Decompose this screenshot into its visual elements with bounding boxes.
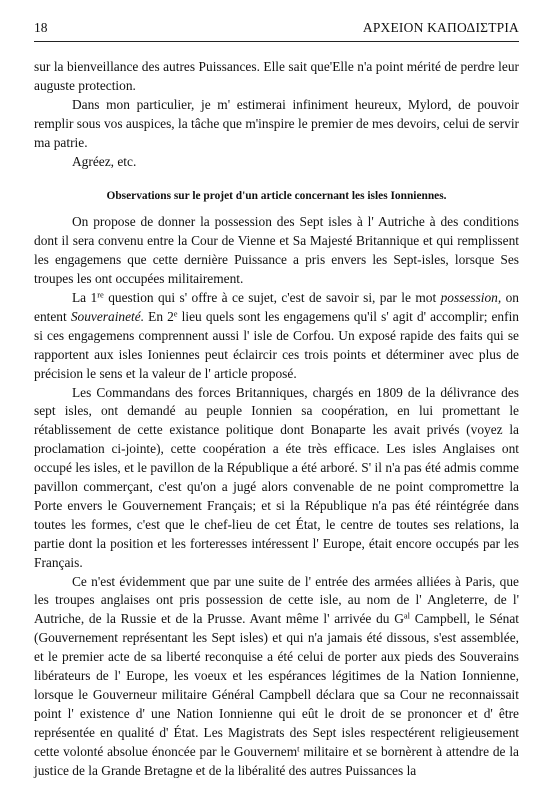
page-number: 18 — [34, 20, 48, 35]
p4-superscript-t: t — [297, 743, 300, 754]
running-title: ΑΡΧΕΙΟΝ ΚΑΠΟΔΙΣΤΡΙΑ — [362, 20, 519, 35]
p4-text-b: Campbell, le Sénat (Gouvernement représentant les Sept isles) et qui n'a jamais été dissous, s'est assemblée, et le premier acte de sa liberté reconquise a été celui de porter aux pieds des Souverains libérateurs de l' Europe, les voeux et les espérances légitimes de la Nation Ionnienne, lorsque le Gouverneur militaire Général Campbell déclara que sa Cour ne reconnaissait point l' existence d' une Nation Ionnienne qui eût le droit de se prononcer et d' être représentée en qualité d' État. Les Magistrats des Sept isles respectérent religieusement cette volonté absolue énoncée par le Gouvernem — [34, 611, 519, 759]
p2-superscript-e: e — [173, 308, 178, 319]
section-paragraph-4 — [34, 573, 519, 781]
p2-text-a: La 1 — [72, 289, 98, 305]
p4-superscript-al: al — [403, 610, 411, 621]
section-paragraph-3: Les Commandans des forces Britanniques, chargés en 1809 de la délivrance des sept isles, ont demandé au peuple Ionnien sa coopération, en lui promettant le rétablissement de cette existance politique dont Bonaparte les avait privés (voyez la proclamation ci-jointe), cette coopération a éte très efficace. Les isles Anglaises ont occupé les isles, et le pavillon de la République a été arboré. S' il n'a pas été admis comme pavillon commerçant, c'est qu'on a jugé alors convenable de ne point compromettre la Porte envers le Gouvernement Français; et si la République n'a pas été réintégrée dans toutes les formes, c'est que le chef-lieu de cet État, le centre de toutes ses relations, la partie dont la position et les forteresses intéressent l' Europe, était encore occupés par les Français. — [34, 384, 519, 570]
p2-text-f: En 2 — [144, 308, 174, 324]
letter-closing: Agréez, etc. — [72, 153, 137, 169]
section-paragraph-1: On propose de donner la possession des Sept isles à l' Autriche à des conditions dont il sera convenu entre la Cour de Vienne et Sa Majesté Britannique et qui remplissent les engagemens que cette dernière Puissance a pris envers les Sept-isles, lorsque Ses troupes les ont occupées militairement. — [34, 214, 519, 287]
running-header — [34, 20, 519, 42]
p2-superscript-re: re — [97, 289, 104, 300]
p4-text-c: militaire et se bornèrent à attendre de la justice de la Grande Bretagne et de la libéralité des autres Puissances la — [34, 743, 519, 778]
p2-text-g: lieu quels sont les engagemens qu'il s' agit d' accomplir; enfin si ces engagemens comprennent aussi l' isle de Corfou. Un exposé rapide des faits qui se rapportent aux isles Ioniennes peut éclaircir ces trois points et déterminer avec plus de précision le sens et la valeur de l' article proposé. — [34, 308, 520, 381]
p2-emphasis-possession: possession, — [440, 289, 502, 305]
p2-text-d: on entent — [34, 289, 519, 324]
section-heading: Observations sur le projet d'un article concernant les isles Ionniennes. — [106, 190, 447, 203]
section-paragraph-2 — [34, 289, 519, 384]
p2-emphasis-souverainete: Souveraineté. — [70, 308, 145, 324]
page-body — [34, 58, 519, 781]
p4-text-a: Ce n'est évidemment que par une suite de l' entrée des armées alliées à Paris, que les troupes anglaises ont pris possession de cette isle, au nom de l' Angleterre, de l' Autriche, de la Russie et de la Prusse. Avant même l' arrivée du G — [34, 573, 519, 627]
p2-text-b: question qui s' offre à ce sujet, c'est de savoir si, par le mot — [103, 289, 441, 305]
letter-paragraph-2: Dans mon particulier, je m' estimerai infiniment heureux, Mylord, de pouvoir remplir sous vos auspices, la tâche que m'inspire le premier de mes devoirs, celui de servir ma patrie. — [34, 96, 519, 150]
letter-paragraph-1: sur la bienveillance des autres Puissances. Elle sait que'Elle n'a point mérité de perdre leur auguste protection. — [34, 59, 519, 93]
header-rule — [34, 41, 519, 42]
